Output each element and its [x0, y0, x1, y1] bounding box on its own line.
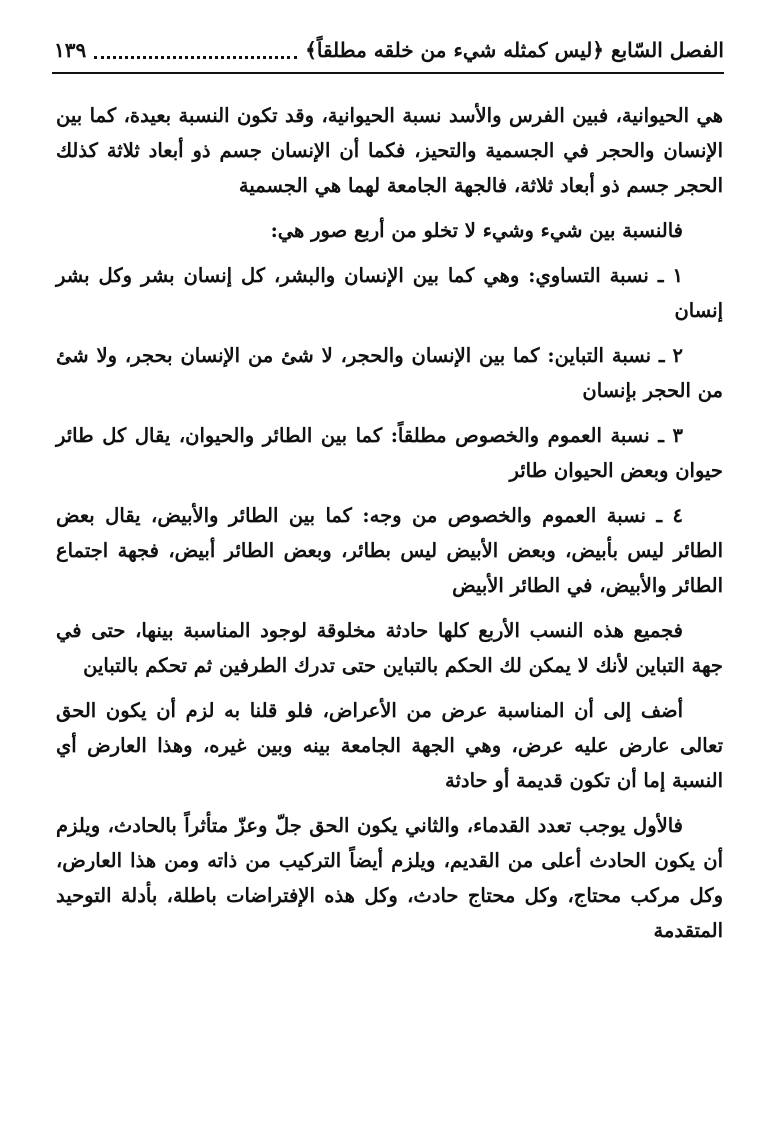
chapter-title: الفصل السّابع ﴿ليس كمثله شيء من خلقه مطلقاً﴾	[305, 38, 724, 62]
paragraph: فالأول يوجب تعدد القدماء، والثاني يكون الحق جلّ وعزّ متأثراً بالحادث، ويلزم أن يكون الحادث أعلى من القديم، ويلزم أيضاً التركيب من ذاته ومن هذا العارض، وكل مركب محتاج، وكل محتاج حادث، وكل هذه الإفتراضات باطلة، بأدلة التوحيد المتقدمة	[56, 814, 723, 942]
paragraph: فجميع هذه النسب الأربع كلها حادثة مخلوقة لوجود المناسبة بينها، حتى في جهة التباين لأنك لا يمكن لك الحكم بالتباين حتى تدرك الطرفين ثم تحكم بالتباين	[56, 619, 723, 677]
running-header	[54, 30, 724, 70]
page-body	[56, 98, 723, 958]
paragraph: فالنسبة بين شيء وشيء لا تخلو من أربع صور هي:	[270, 219, 683, 242]
paragraph: أضف إلى أن المناسبة عرض من الأعراض، فلو قلنا به لزم أن يكون الحق تعالى عارض عليه عرض، وهي الجهة الجامعة بينه وبين غيره، وهذا العارض أي النسبة إما أن تكون قديمة أو حادثة	[56, 699, 723, 792]
leader-dots	[94, 54, 297, 59]
list-item: ١ ـ نسبة التساوي: وهي كما بين الإنسان والبشر، كل إنسان بشر وكل بشر إنسان	[56, 264, 723, 322]
paragraph: هي الحيوانية، فبين الفرس والأسد نسبة الحيوانية، وقد تكون النسبة بعيدة، كما بين الإنسان والحجر في الجسمية والتحيز، فكما أن الإنسان جسم ذو أبعاد ثلاثة كذلك الحجر جسم ذو أبعاد ثلاثة، فالجهة الجامعة لهما هي الجسمية	[56, 104, 723, 197]
list-item: ٢ ـ نسبة التباين: كما بين الإنسان والحجر، لا شئ من الإنسان بحجر، ولا شئ من الحجر بإنسان	[56, 344, 723, 402]
header-divider	[52, 72, 724, 74]
list-item: ٣ ـ نسبة العموم والخصوص مطلقاً: كما بين الطائر والحيوان، يقال كل طائر حيوان وبعض الحيوان طائر	[56, 424, 723, 482]
page-number: ١٣٩	[54, 38, 87, 62]
list-item: ٤ ـ نسبة العموم والخصوص من وجه: كما بين الطائر والأبيض، يقال بعض الطائر ليس بأبيض، وبعض الأبيض ليس بطائر، وبعض الطائر أبيض، فجهة اجتماع الطائر والأبيض، في الطائر الأبيض	[56, 504, 723, 597]
